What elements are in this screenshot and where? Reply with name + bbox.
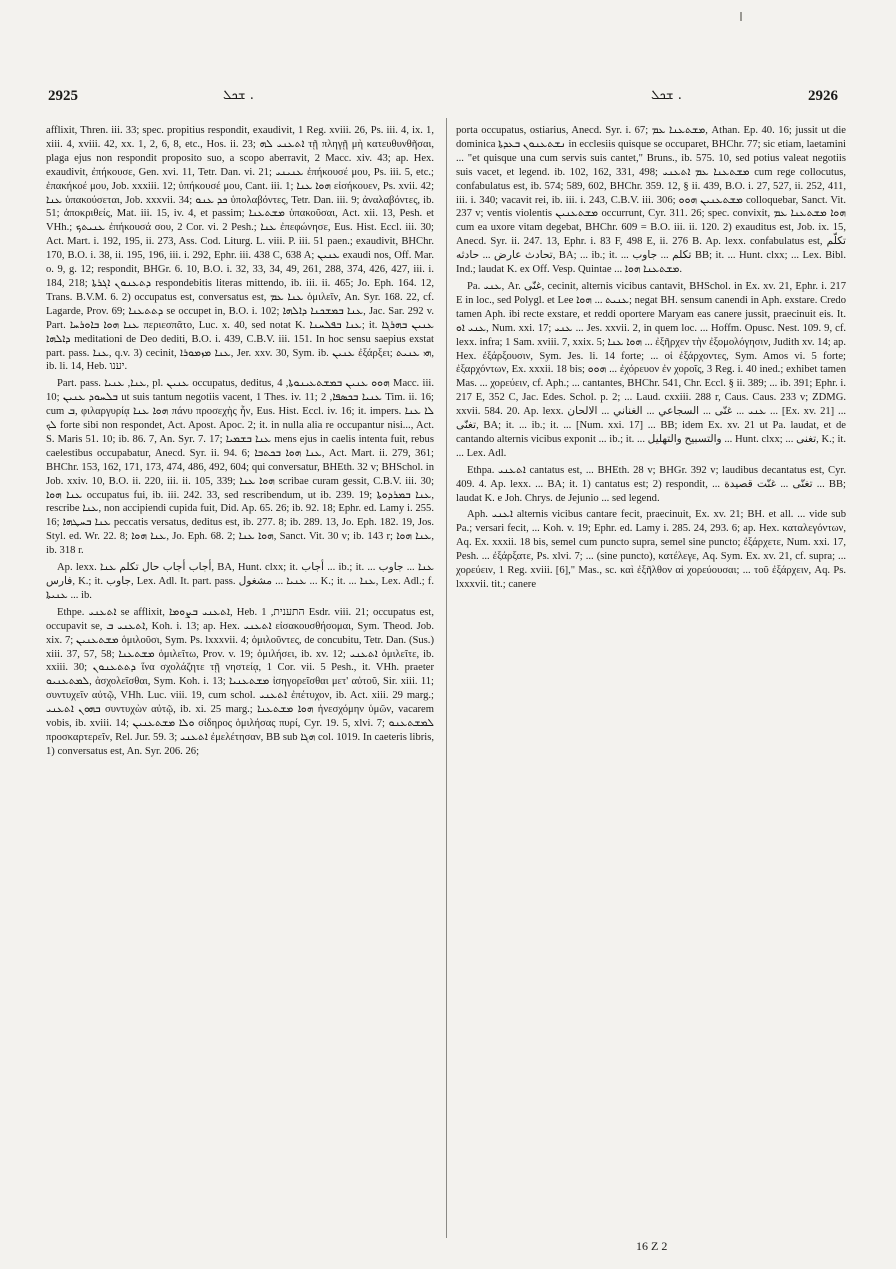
left-running-head: ܫܟܠ . bbox=[223, 88, 254, 103]
column-divider bbox=[446, 118, 447, 1238]
right-running-head: ܫܟܠ . bbox=[651, 88, 682, 103]
left-page-number: 2925 bbox=[48, 88, 78, 104]
entry-paragraph: porta occupatus, ostiarius, Anecd. Syr. i. 67; ܡܫܬܥܢܐ ܥܡ, Athan. Ep. 40. 16; jussit ut die dominica ܢܫܬܥܢܘܢ ܒܥܕܬܐ in ecclesiis quisque se occuparet, BHChr. 77; sic etiam, laetamini ... "et quisque una cum servis suis cantet," Bruns., ib. 575. 10, sed potius valeat negotiis suis vacet, et legend. ib. 102, 162, 331, 498; ܡܫܬܥܢܐ ܥܡ ܐܬܥܢܝ cum rege collocutus, confabulatus est, ib. 574; 589, 602, BHChr. 359. 12, § ii. 439, B.O. i. 27, 527, ii. 252, 411, iii. i. 340; vacavit rei, ib. iii. i. 243, C.B.V. iii. 306; ܡܫܬܥܢܝܢ ܗܘܘ colloquebar, Sanct. Vit. 237 v; ventis violentis ܡܫܬܥܢܝܢ occurrunt, Cyr. 311. 26; spec. convixit, ܗܘܐ ܡܫܬܥܢܐ ܥܡ cum ea uxore vitam degebat, BHChr. 609 = B.O. iii. ii. 120. 2) exauditus est, Job. ix. 15, Anecd. Syr. ii. 247. 13, Ephr. i. 83 F, 498 E, ii. 276 B. Ap. lexx. confabulatus est, تكلّم تحادث عارض ... حادثه, BA; ... ib.; it. ... تكلم ... جاوب BB; it. ... Hunt. clxx; ... Lex. Bibl. Ind.; laudat K. ex Off. Vesp. Quintae ... ܡܫܬܥܢܐ ܗܘܐ. bbox=[456, 125, 846, 276]
entry-paragraph: afflixit, Thren. iii. 33; spec. propitius respondit, exaudivit, 1 Reg. xviii. 26, Ps. iii. 4, ix. 1, xiii. 4, xviii. 42, xx. 1, 2, 6, 8, etc., Hos. ii. 23; ܐܬܥܢܝ ܠܗ τῇ πληγῇ μὴ κατευθυνθῆσαι, plaga ejus non respondit proposito suo, a scopo aberravit, 2 Macc. xiv. 43; ap. Hex. exaudivit, ἐπήκουσε, Gen. xvi. 11, Tetr. Dan. vi. 21; ܥܢܝܢܝ ἐπήκουσέ μου, Ps. iii. 5, etc.; ἐπακήκοέ μου, Job. xxxiii. 12; ὑπήκουσέ μου, Cant. iii. 1; ܗܘܐ ܥܢܐ εἰσήκουεν, Ps. xvii. 42; ܥܢܐ ὑπακούσεται, Job. xxxvii. 34; ܟܕ ܥܢܘ ὑπολαβόντες, Tetr. Dan. iii. 9; ἀναλαβόντες, ib. 51; ἀποκριθείς, Mat. iii. 15, iv. 4, et passim; ܡܫܬܥܢܐ ὑπακοῦσαι, Act. xii. 13, Pesh. et VHh.; ܥܢܝܬܟ ἐπήκουσά σου, 2 Cor. vi. 2 Pesh.; ܥܢܐ ἐπεφώνησε, Eus. Hist. Eccl. iii. 30; Act. Mart. i. 192, 195, ii. 273, Ass. Cod. Liturg. L. viii. P. iii. 51 paen.; exaudivit, BHChr. 170, B.O. i. 38, ii. 195, 196, iii. i. 292, Ephr. iii. 438 C, 638 A; ܥܢܝܢ exaudi nos, Off. Mar. o. 9, g. 12; respondit, BHGr. 6. 10, B.O. i. 32, 33, 34, 49, 261, 288, 374, 426, 427, iii. i. 184, 218; ܕܬܥܢܘܢ ܐܓܪܬܐ respondebitis literas mittendo, ib. iii. ii. 465; Jo. Eph. 164. 12, Trans. B.V.M. 6. 2) occupatus est, conversatus est, ܥܢܐ ܥܡ ὁμιλεῖν, An. Syr. 168. 22, cf. Lagarde, Prov. 69; ܕܬܬܥܢܐ se occupet in, B.O. i. 102; ܥܢܐ ܒܡܫܟܢܐ ܕܐܠܗܐ, Jac. Sar. 292 v. Part. ܥܢܐ ܗܘܐ ܒܐܘܪܚܐ περιεσπᾶτο, Luc. x. 40, sed notat K. ܥܢܐ ܒܦܠܚܢܐ; it. ܥܢܝܢ ܒܗܪܓܐ ܕܐܠܗܐ meditationi de Deo dediti, B.O. i. 439, C.B.V. iii. 151. In hoc sensu saepius exstat part. pass. ܥܢܐ, q.v. 3) cecinit, ܥܢܐ ܡܙܡܘܪܐ, Jer. xxv. 30, Sym. ib. ܥܢܝܢ ἐξάρξει; ܗܝ ܥܢܝܬ, ib. li. 14, Heb. יענו. bbox=[46, 125, 434, 373]
left-column bbox=[46, 124, 434, 1234]
page-header bbox=[0, 88, 896, 110]
entry-paragraph: Ap. lexx. أجاب أجاب حال تكلم ܥܢܐ, BA, Hunt. clxx; it. أجاب ... ib.; it. ܥܢܐ ... جاوب ... فارس, K.; it. جاوب, Lex. Adl. It. part. pass. ܥܢܝܐ ... مشغول ... K.; it. ... ܥܢܐ, Lex. Adl.; f. ܥܢܝܬܐ ... ib. bbox=[46, 562, 434, 601]
entry-paragraph: Ethpa. ܐܬܥܢܝ cantatus est, ... BHEth. 28 v; BHGr. 392 v; laudibus decantatus est, Cyr. 409. 4. Ap. lexx. ... BA; it. 1) cantatus est; 2) respondit, ... تغنّى ... غنّت قصيدة ... BB; laudat K. e Joh. Chrys. de Jejunio ... sed legend. bbox=[456, 464, 846, 504]
right-column bbox=[456, 124, 846, 1234]
entry-paragraph: Ethpe. ܐܬܥܢܝ se afflixit, ܐܬܥܢܝ ܒܨܘܡܐ, Heb. התענית, 1 Esdr. viii. 21; occupatus est, occupavit se, ܐܬܥܢܝ ܒ, Koh. i. 13; ap. Hex. ܐܬܥܢܝ εἰσακουσθήσομαι, Sym. Theod. Job. xix. 7; ܡܫܬܥܢܝܢ ὁμιλοῦσι, Sym. Ps. lxxxvii. 4; ὁμιλοῦντες, de concubitu, Tetr. Dan. (Sus.) xiii. 37, 57, 58; ܡܫܬܥܢܐ ὁμιλεῖτω, Prov. v. 19; ὁμιλήσει, ib. xv. 12; ܐܬܥܢܝ ὁμιλεῖτε, ib. xxiii. 30; ܕܬܬܥܢܘܢ ἵνα σχολάζητε τῇ νηστείᾳ, 1 Cor. vii. 5 Pesh., it. VHh. praeter ܠܡܬܥܢܝܘ, ἀσχολεῖσθαι, Sym. Koh. i. 13; ܡܫܬܥܢܝܐ ἰσηγορεῖσθαι μετ' αὐτοῦ, Sir. xiii. 11; συντυχεῖν αὐτῷ, VHh. Luc. viii. 19, cum schol. ܐܬܥܢܝ ἐπέτυχον, ib. Act. xiii. 29 marg.; ܒܗܘܢ ܐܬܥܢܝ συντυχὼν αὐτῷ, ib. xi. 25 marg.; ܗܘܐ ܡܫܬܥܢܐ ἠνεσχόμην ὑμῶν, vacarem vobis, ib. xviii. 14; ܘܠܐ ܡܫܬܥܢܝܢ σίδηρος ὁμιλήσας πυρί, Cyr. 19. 5, xlvi. 7; ܠܡܫܬܥܢܘ προσκαρτερεῖν, Rel. Jur. 59. 3; ܐܬܥܢܝ ἐμελέτησαν, BB sub ܗܓܐ col. 1019. In caeteris libris, 1) conversatus est, An. Syr. 206. 26; bbox=[46, 606, 434, 757]
right-page-number: 2926 bbox=[808, 88, 838, 104]
scan-mark bbox=[740, 12, 742, 21]
signature-mark: 16 Z 2 bbox=[636, 1239, 668, 1253]
entry-paragraph: Part. pass. ܥܢܐ, ܥܢܝܐ, pl. ܥܢܝܢ occupatus, deditus, ܗܘܘ ܥܢܝܢ ܒܡܫܬܥܝܢܘܬܐ, 4 Macc. iii. 10; ܒܠܚܘܕ ܥܢܝܢ ut suis tantum negotiis vacent, 1 Thes. iv. 11; ܥܢܝܐ ܒܟܣܦܐ, 2 Tim. ii. 16; cum ܒ, φιλαργυρίᾳ ܗܘܐ ܥܢܐ πάνυ προσεχὴς ἦν, Eus. Hist. Eccl. iv. 16; it. impers. ܠܐ ܥܢܐ ܠܟ forte sibi non respondet, Act. Apost. Apoc. 2; it. in nulla alia re occupantur nisi..., Act. S. Maris 51. 10; ib. 86. 7, An. Syr. 7. 17; ܥܢܐ ܒܫܡܝܐ mens ejus in caelis intenta fuit, rebus caelestibus occupabatur, Anecd. Syr. ii. 94. 6; ܥܢܐ ܗܘܐ ܒܟܬܒܐ, Act. Mart. ii. 279, 361; BHChr. 153, 162, 171, 173, 474, 486, 492, 604; qui conversatur, BHEth. 32 v; BHSchol. in Job. xxiv. 10, B.O. ii. 220, iii. ii. 105, 339; ܗܘܐ ܥܢܐ scribae curam gessit, C.B.V. iii. 30; ܥܢܐ ܗܘܐ occupatus fui, ib. iii. 242. 33, sed rescribendum, ut ib. 239. 19; ܥܢܐ ܒܡܪܕܘܬܐ, rescribe ܥܢܐ, non accipiendi cupida fuit, Did. Ap. 65. 26; ib. 92. 18; Ephr. ed. Lamy i. 255. 16; ܥܢܐ ܒܚܛܗܐ peccatis versatus, deditus est, ib. 277. 8; ib. 289. 13, Jo. Eph. 182. 19, Jos. Styl. ed. Wr. 22. 8; ܥܢܐ ܗܘܐ, Jo. Eph. 68. 2; ܗܘܐ ܥܢܐ, Sanct. Vit. 30 v; ib. 143 r; ܥܢܐ ܗܘܐ, ib. 318 r. bbox=[46, 378, 434, 557]
entry-paragraph: Pa. ܥܢܝ, Ar. غنّى, cecinit, alternis vicibus cantavit, BHSchol. in Ex. xv. 21, Ephr. i. 217 E in loc., sed Polygl. et Lee ܥܢܝܬ ... ܗܘܐ; negat BH. sensum canendi in Aph. exstare. Credo tamen Aph. ibi recte exstare, et reddi oportere Maryam eas canere jussit, praecinuit eis. It. ܥܢܝ ܐܘ, Num. xxi. 17; ܥܢܝ ... Jes. xxvii. 2, in quem loc. ... Hoffm. Opusc. Nest. 109. 9, cf. lexx. infra; 1 Sam. xviii. 7, xxix. 5; ܗܘܐ ܥܢܐ ... ἐξῆρχεν τὴν ἐξομολόγησιν, Judith xv. 14; ap. Hex. ἐξάρξουσιν, Sym. Jes. li. 14 forte; ... οἱ ἐξάρχοντες, Sym. Amos vi. 5 forte; ἐξαρχόντων, Ex. xxxii. 18 bis; ܗܘܘ ... ἐχόρευον ἐν χοροῖς, 3 Reg. i. 40 ined.; exhibet tamen Mas. ... χορεύειν, cf. Aph.; ... cantantes, BHChr. 541, Chr. Eccl. § ii. 389; ... ib. 391; Ephr. i. 217 E, 352 C, Jac. Edes. Schol. p. 2; ... Laud. cxxiii. 288 r, Caus. Caus. 233 v; ZDMG. xxvii. 584. 20. Ap. lexx. ܥܢܝ ... غنّى ... السجاعي ... الغناني ... الالحان ... [Ex. xv. 21] ... تغنّى, BA; it. ... ib.; it. ... [Num. xxi. 17] ... BB; idem Ex. xv. 21 ut Pa. laudat, et de cantando alternis vicibus exponit ... ib.; it. ... والتسبيح والتهليل ... Hunt. clxx; ... تغنى, K.; it. ... Lex. Adl. bbox=[456, 280, 846, 459]
entry-paragraph: Aph. ܐܥܢܝ alternis vicibus cantare fecit, praecinuit, Ex. xv. 21; BH. et all. ... vide sub Pa.; versari fecit, ... Koh. v. 19; Ephr. ed. Lamy i. 285. 24, 293. 6; ap. Hex. καταλεγόντων, Aq. Ex. xxxii. 18 bis, semel cum puncto supra, semel sine puncto; ἐξάρχετε, Num. xxi. 17, Pesh. ... ἐξάρξατε, Ps. xlvi. 7; ... (sine puncto), κατέλεγε, Aq. Sym. Ex. xv. 21, cf. supra; ... χορεύειν, 1 Reg. xviii. [6]," Mas., sc. καὶ ἐξῆλθον αἱ χορεύουσαι; ... τοῦ ἐξάρχειν, Aq. Ps. lxxxvii. tit.; canere bbox=[456, 509, 846, 590]
